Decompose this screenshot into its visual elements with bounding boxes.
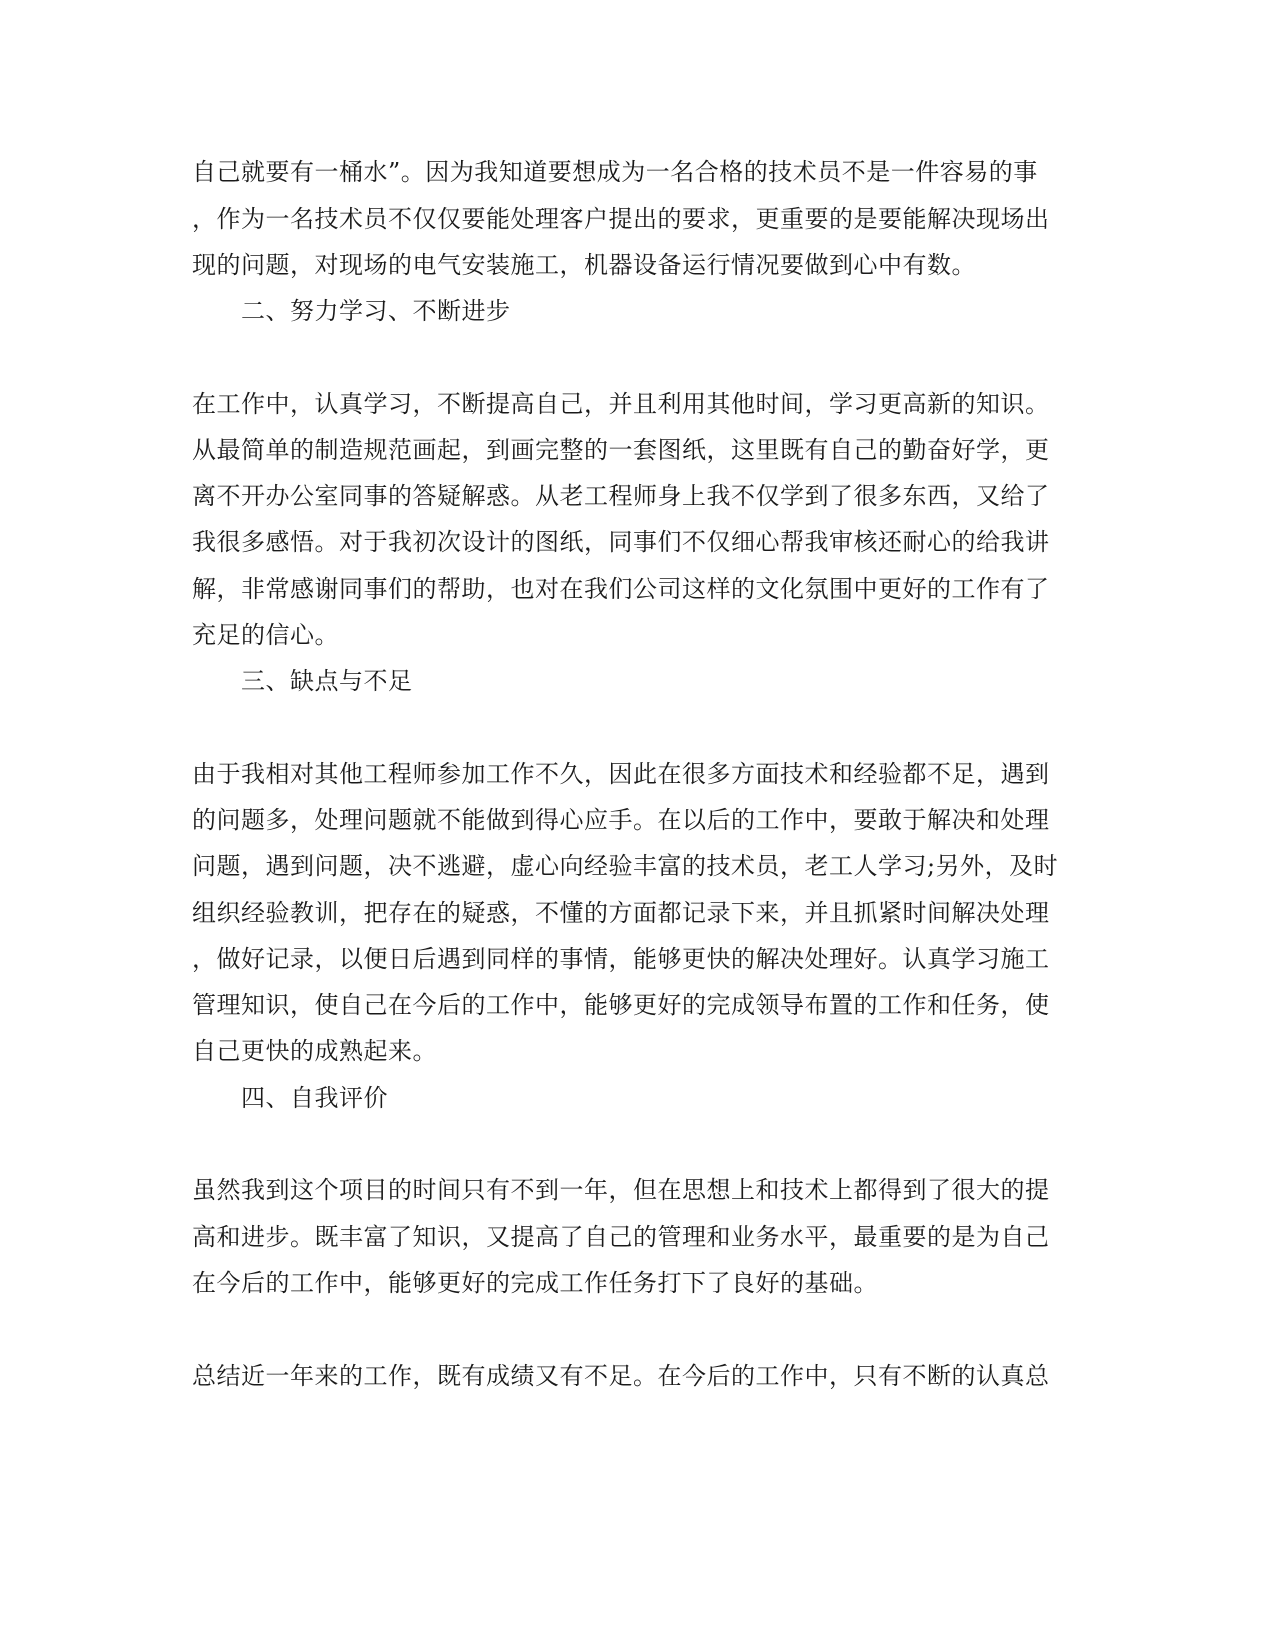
section-heading-3: 三、缺点与不足 (241, 667, 413, 695)
paragraph-line: 组织经验教训，把存在的疑惑，不懂的方面都记录下来，并且抓紧时间解决处理 (192, 899, 1050, 927)
paragraph-line: 在今后的工作中，能够更好的完成工作任务打下了良好的基础。 (192, 1269, 878, 1297)
paragraph-line: 的问题多，处理问题就不能做到得心应手。在以后的工作中，要敢于解决和处理 (192, 806, 1050, 834)
paragraph-line: 自己就要有一桶水”。因为我知道要想成为一名合格的技术员不是一件容易的事 (192, 158, 1038, 186)
paragraph-line: 虽然我到这个项目的时间只有不到一年，但在思想上和技术上都得到了很大的提 (192, 1176, 1050, 1204)
paragraph-line: ，作为一名技术员不仅仅要能处理客户提出的要求，更重要的是要能解决现场出 (192, 205, 1050, 233)
paragraph-line: 我很多感悟。对于我初次设计的图纸，同事们不仅细心帮我审核还耐心的给我讲 (192, 528, 1050, 556)
paragraph-line: 从最简单的制造规范画起，到画完整的一套图纸，这里既有自己的勤奋好学，更 (192, 436, 1050, 464)
paragraph-line: 管理知识，使自己在今后的工作中，能够更好的完成领导布置的工作和任务，使 (192, 991, 1050, 1019)
section-heading-4: 四、自我评价 (241, 1084, 388, 1112)
section-heading-2: 二、努力学习、不断进步 (241, 297, 511, 325)
paragraph-line: 在工作中，认真学习，不断提高自己，并且利用其他时间，学习更高新的知识。 (192, 390, 1050, 418)
paragraph-line: 由于我相对其他工程师参加工作不久，因此在很多方面技术和经验都不足，遇到 (192, 760, 1050, 788)
paragraph-line: 总结近一年来的工作，既有成绩又有不足。在今后的工作中，只有不断的认真总 (192, 1362, 1050, 1390)
paragraph-line: 现的问题，对现场的电气安装施工，机器设备运行情况要做到心中有数。 (192, 251, 976, 279)
paragraph-line: ，做好记录，以便日后遇到同样的事情，能够更快的解决处理好。认真学习施工 (192, 945, 1050, 973)
paragraph-line: 离不开办公室同事的答疑解惑。从老工程师身上我不仅学到了很多东西，又给了 (192, 482, 1050, 510)
paragraph-line: 自己更快的成熟起来。 (192, 1037, 437, 1065)
paragraph-line: 问题，遇到问题，决不逃避，虚心向经验丰富的技术员，老工人学习;另外，及时 (192, 852, 1059, 880)
paragraph-line: 充足的信心。 (192, 621, 339, 649)
paragraph-line: 高和进步。既丰富了知识，又提高了自己的管理和业务水平，最重要的是为自己 (192, 1223, 1050, 1251)
paragraph-line: 解，非常感谢同事们的帮助，也对在我们公司这样的文化氛围中更好的工作有了 (192, 575, 1050, 603)
